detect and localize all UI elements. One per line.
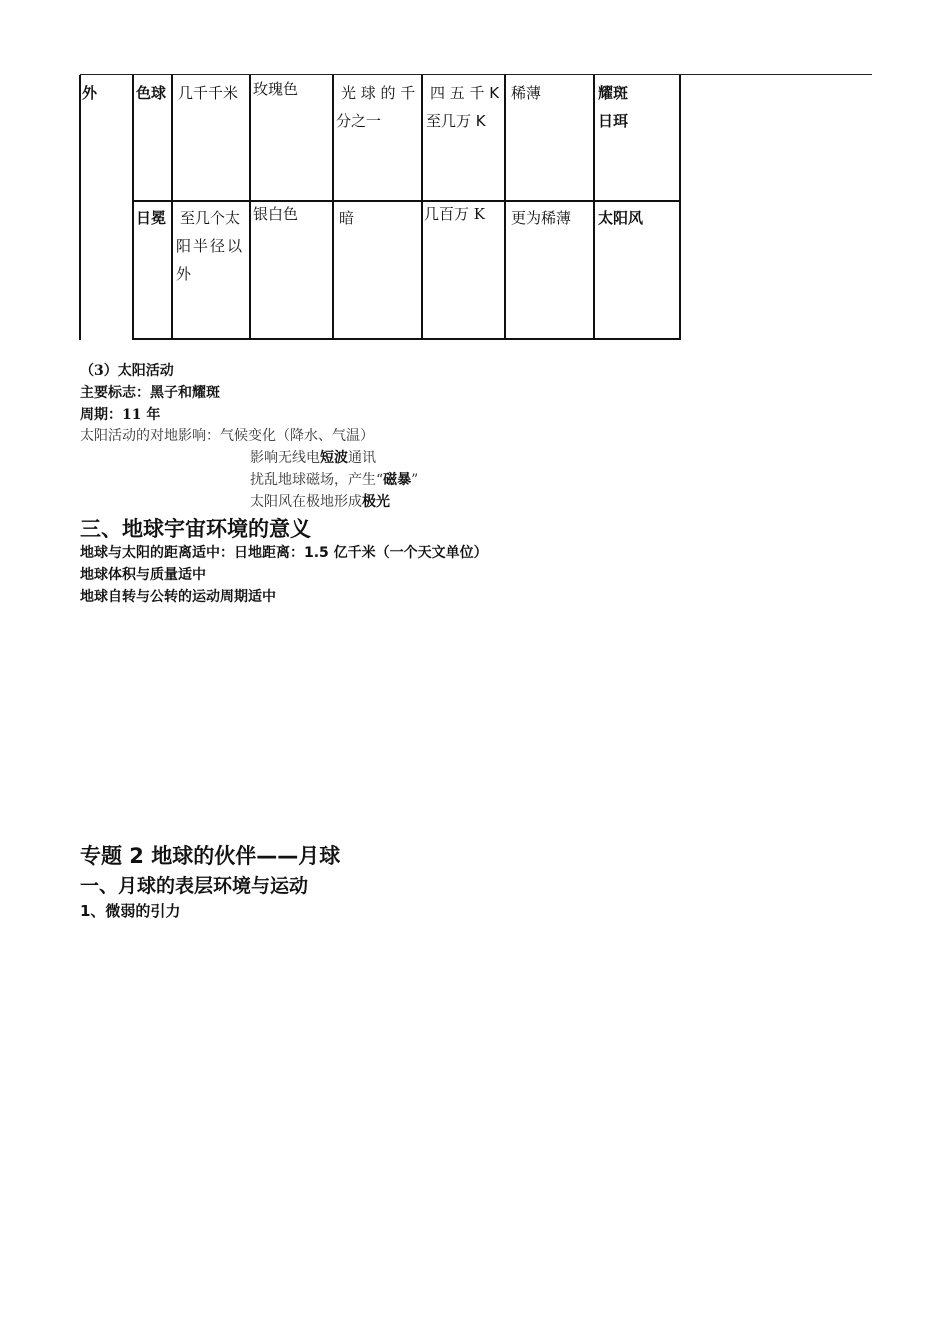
solar-impact-line-2	[250, 447, 376, 467]
brightness-line-2: 分之一	[336, 112, 382, 130]
impact-prefix: 太阳活动的对地影响：	[80, 428, 220, 444]
activity-line-1: 耀斑	[598, 84, 629, 102]
table-cell-layer: 日冕	[136, 209, 167, 227]
table-border	[249, 75, 251, 340]
thickness-line-2: 阳半径以	[176, 237, 245, 255]
solar-impact-line-1	[80, 425, 374, 445]
impact-magnetic-quote: ”	[411, 472, 419, 488]
table-cell-temperature: 几百万 K	[424, 205, 485, 223]
temperature-line-2: 至几万 K	[426, 112, 486, 130]
impact-aurora-text: 太阳风在极地形成	[250, 494, 362, 510]
solar-activity-marks: 主要标志：黑子和耀斑	[80, 385, 220, 401]
table-border	[132, 75, 134, 340]
outer-layer-label: 外	[82, 84, 98, 102]
table-cell-layer: 色球	[136, 84, 167, 102]
impact-climate: 气候变化（降水、气温）	[220, 428, 374, 444]
table-border	[504, 75, 506, 340]
section-title-solar-activity: （3）太阳活动	[80, 363, 174, 379]
heading-topic-2: 专题 2 地球的伙伴——月球	[80, 844, 341, 868]
moon-item-weak-gravity: 1、微弱的引力	[80, 902, 181, 920]
table-cell-thickness: 几千千米	[178, 84, 239, 102]
solar-impact-line-4	[250, 491, 390, 511]
table-border	[332, 75, 334, 340]
impact-magnetic-storm: 磁暴	[383, 472, 412, 488]
activity-line-2: 日珥	[598, 112, 629, 130]
impact-radio-text: 影响无线电	[250, 450, 320, 466]
table-border	[79, 75, 81, 340]
table-border	[679, 75, 681, 340]
temperature-line-1: 四 五 千 K	[430, 84, 500, 102]
table-border	[593, 75, 595, 340]
impact-radio-text-end: 通讯	[348, 450, 376, 466]
heading-earth-environment-significance: 三、地球宇宙环境的意义	[80, 517, 311, 541]
thickness-line-3: 外	[176, 265, 192, 283]
brightness-line-1: 光 球 的 千	[341, 84, 416, 102]
table-cell-brightness: 暗	[339, 209, 355, 227]
table-cell-color: 玫瑰色	[253, 80, 299, 98]
solar-impact-line-3	[250, 469, 418, 489]
thickness-line-1: 至几个太	[180, 209, 241, 227]
table-cell-activity: 太阳风	[598, 209, 644, 227]
table-cell-temperature	[426, 79, 499, 135]
table-cell-density: 更为稀薄	[511, 209, 572, 227]
significance-item-mass: 地球体积与质量适中	[80, 567, 206, 583]
table-border	[132, 338, 681, 340]
significance-item-period: 地球自转与公转的运动周期适中	[80, 589, 276, 605]
table-cell-thickness	[176, 204, 244, 288]
table-cell-density: 稀薄	[511, 84, 542, 102]
sun-atmosphere-table	[79, 75, 681, 340]
table-cell-brightness	[336, 79, 423, 135]
table-border	[171, 75, 173, 340]
table-cell-activity	[598, 79, 628, 135]
impact-magnetic-text: 扰乱地球磁场，产生“	[250, 472, 384, 488]
impact-aurora: 极光	[362, 494, 390, 510]
table-border	[132, 200, 681, 202]
heading-moon-environment: 一、月球的表层环境与运动	[80, 875, 309, 897]
solar-activity-period: 周期：11 年	[80, 407, 161, 423]
significance-item-distance: 地球与太阳的距离适中：日地距离：1.5 亿千米（一个天文单位）	[80, 545, 488, 561]
impact-shortwave: 短波	[320, 450, 348, 466]
table-cell-color: 银白色	[253, 205, 299, 223]
